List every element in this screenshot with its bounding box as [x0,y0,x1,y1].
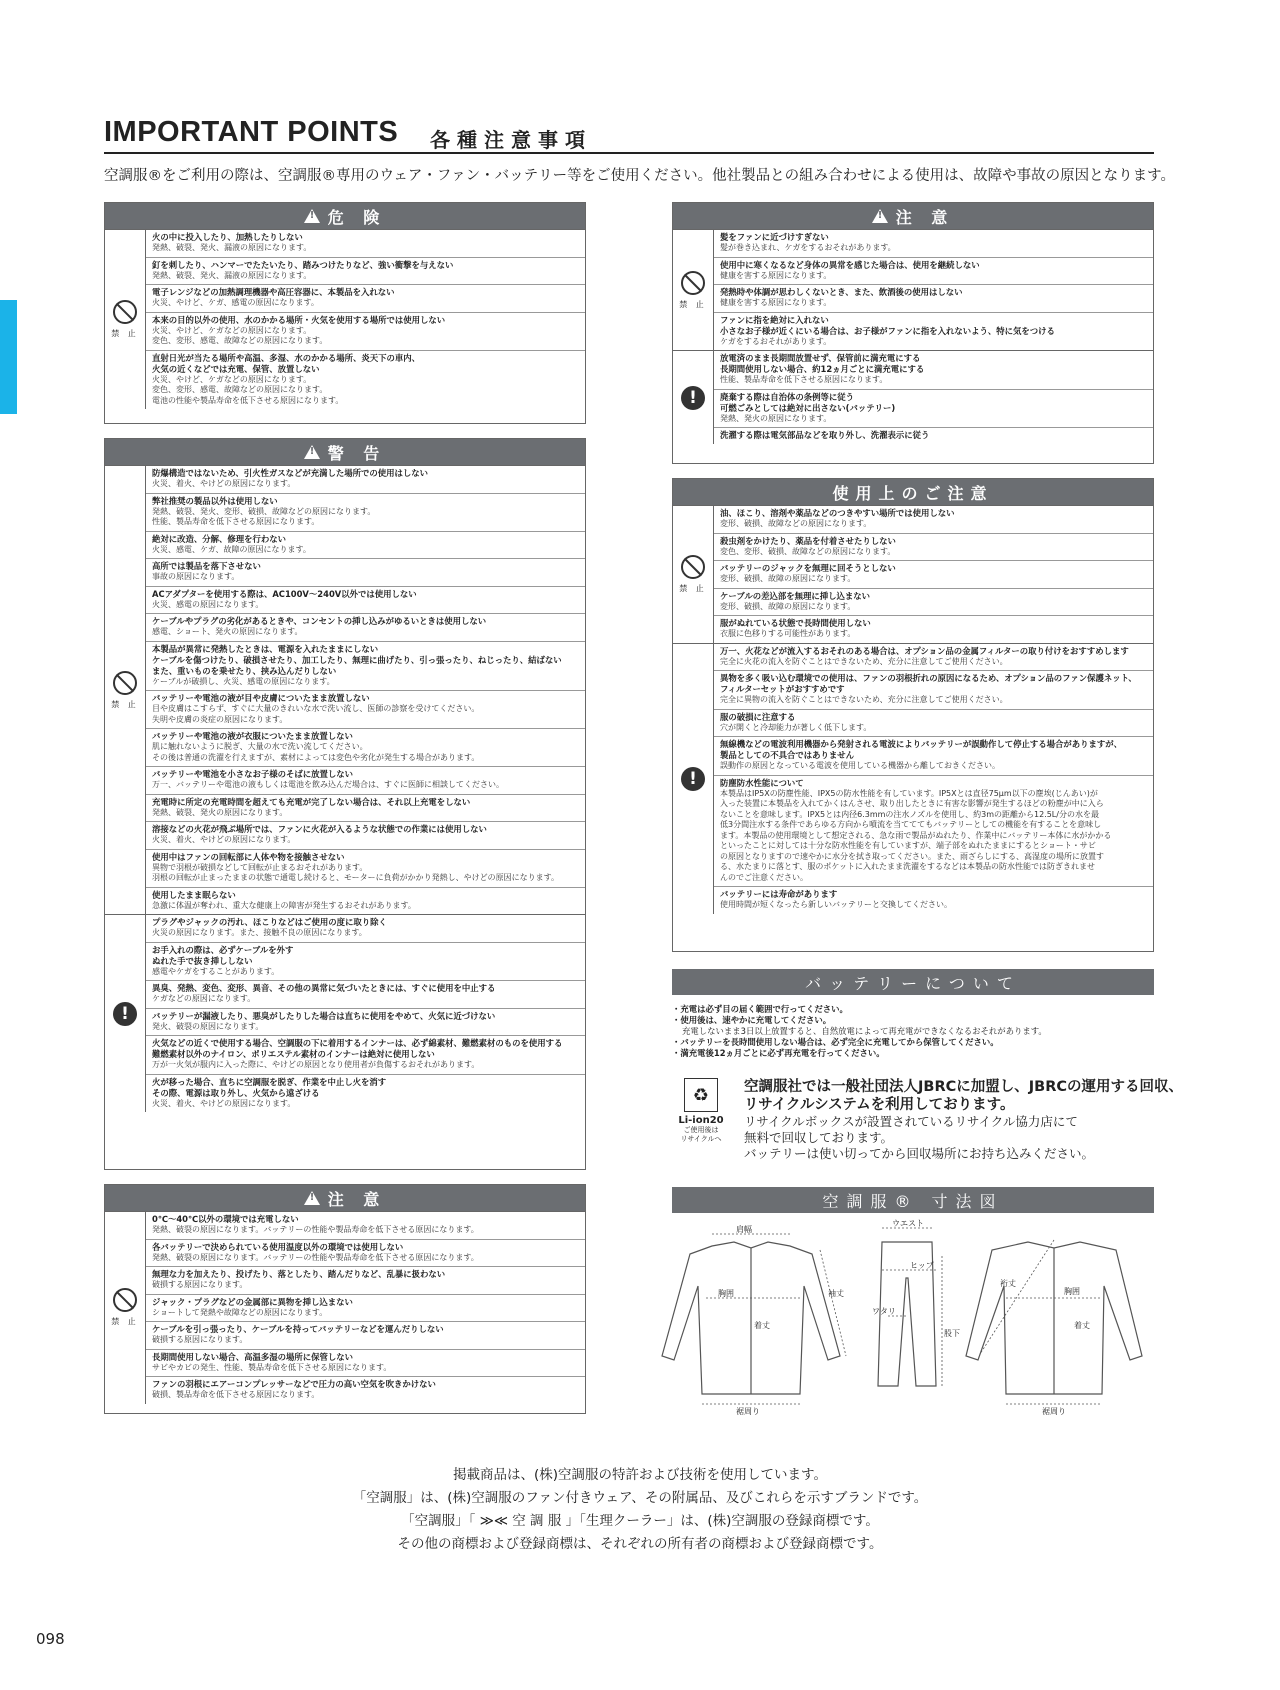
list-item [146,1239,585,1267]
item-title: 小さなお子様が近くにいる場合は、お子様がファンに指を入れないよう、特に気をつける [720,325,1055,336]
battery-notes [672,1004,1047,1059]
box-header [105,1185,585,1211]
list-item [146,821,585,849]
list-item [714,312,1153,351]
item-title: 難燃素材以外のナイロン、ポリエステル素材のインナーは絶対に使用しない [152,1049,435,1059]
item-desc: 変形、破損、故障などの原因になります。 [720,519,872,528]
item-title: バッテリーや電池を小さなお子様のそばに放置しない [152,769,353,779]
warning-triangle-icon [872,209,888,223]
list-item [714,389,1153,428]
label-length: 着丈 [754,1321,770,1330]
group-icon-cell [105,915,146,1112]
item-desc: 火災、やけど、ケガ、感電の原因になります。 [152,298,319,307]
item-desc: 低3分間注水する条件であらゆる方向から噴流を当てててもバッテリーとしての機能を有することを意味し [720,820,1102,829]
label-length2: 着丈 [1074,1321,1090,1330]
list-item [714,588,1153,616]
item-desc: 破損、製品寿命を低下させる原因になります。 [152,1390,320,1399]
item-title: 防塵防水性能について [720,777,804,788]
item-desc: 万が一火気が服内に入った際に、やけどの原因となり使用者が負傷するおそれがあります。 [152,1060,480,1069]
group-items [146,466,585,914]
box-header [105,203,585,229]
item-title: ケーブルを引っ張ったり、ケーブルを持ってバッテリーなどを運んだりしない [152,1324,444,1334]
item-desc: 変色、変形、破損、故障などの原因になります。 [720,546,896,556]
item-title: 油、ほこり、溶剤や薬品などのつきやすい場所では使用しない [720,508,955,518]
page-number: 098 [36,1630,65,1648]
box-title: 使用上のご注意 [832,483,994,503]
item-desc: 変形、破損、故障の原因になります。 [720,574,856,583]
battery-line: ・充電は必ず目の届く範囲で行ってください。 [672,1004,848,1014]
list-item [714,560,1153,588]
item-desc: る、水たまりに落とす、服のポケットに入れたまま洗濯をするなどは本製品の防水性能では防ぎきれませ [720,862,1095,871]
item-desc: 失明や皮膚の炎症の原因になります。 [152,714,288,724]
list-item [146,728,585,766]
box-title: 注 意 [895,207,955,227]
item-title: バッテリーのジャックを無理に回そうとしない [720,563,896,573]
box-title: 警 告 [327,443,387,463]
group-icon-cell [105,1212,146,1404]
label-chest: 胸囲 [718,1289,734,1298]
item-desc: といったことに対しては十分な防水性能を有していますが、端子部をぬれたままにするとショート・サビ [720,841,1096,850]
item-title: また、重いものを乗せたり、挟み込んだりしない [152,665,337,676]
item-title: 0℃～40℃以外の環境では充電しない [152,1214,299,1224]
recycle-sub2: リサイクルへ [680,1135,722,1143]
item-desc: 発熱、破裂の原因になります。バッテリーの性能や製品寿命を低下させる原因になります。 [152,1252,479,1262]
item-title: バッテリーには寿命があります [720,889,838,899]
title-en: IMPORTANT POINTS [104,116,399,148]
item-desc: ないことを意味します。IPX5とは内径6.3mmの注水ノズルを使用し、約3mの距離から12.5L/分の水を最 [720,809,1099,819]
item-desc: ショートして発熱や故障などの原因になります。 [152,1307,328,1317]
item-title: 服の破損に注意する [720,711,796,722]
item-desc: 事故の原因になります。 [152,572,240,581]
item-desc: 完全に異物の流入を防ぐことはできないため、充分に注意してご使用ください。 [720,695,1008,704]
item-desc: 破損する原因になります。 [152,1335,248,1344]
list-item [146,613,585,641]
item-desc: 万一、バッテリーや電池の液もしくは電池を飲み込んだ場合は、すぐに医師に相談してください。 [152,780,504,789]
box-title: 危 険 [327,207,387,227]
item-desc: 変色、変形、感電、故障などの原因になります。 [152,336,328,345]
item-group [673,350,1153,444]
prohibit-label: 禁 止 [111,1317,139,1327]
item-desc: 火災の原因になります。また、接触不良の原因になります。 [152,928,367,937]
item-desc: 性能、製品寿命を低下させる原因になります。 [720,375,888,384]
item-title: 充電時に所定の充電時間を超えても充電が完了しない場合は、それ以上充電をしない [152,796,471,807]
item-desc: 発熱、破裂、発火、変形、破損、故障などの原因になります。 [152,506,376,516]
item-title: ケーブルの差込部を無理に挿し込まない [720,590,870,601]
box-title: 注 意 [327,1189,387,1209]
label-inseam: 股下 [944,1329,960,1338]
list-item [146,230,585,257]
item-desc: 完全に火花の流入を防ぐことはできないため、充分に注意してご使用ください。 [720,656,1008,666]
recycle-title: 空調服社では一般社団法人JBRCに加盟し、JBRCの運用する回収、 リサイクルシステムを利用しております。 [744,1079,1184,1113]
item-title: バッテリーが漏液したり、悪臭がしたりした場合は直ちに使用をやめて、火気に近づけない [152,1010,496,1021]
size-diagram [650,1206,1154,1416]
group-icon-cell [105,466,146,914]
item-desc: の原因となりますので速やかに水分を拭き取ってください。また、雨ざらしにする、高湿度の場所に放置す [720,851,1104,861]
item-title: 使用中はファンの回転部に人体や物を接触させない [152,851,345,862]
warning-triangle-icon [304,1191,320,1205]
item-desc: 発熱、発火の原因になります。 [720,413,832,423]
usage-box [672,478,1154,952]
prohibit-label: 禁 止 [679,299,707,309]
prohibit-icon [113,1288,137,1312]
item-desc: 変色、変形、感電、故障などの原因になります。 [152,385,328,394]
group-icon-cell [673,506,714,643]
list-item [146,531,585,559]
item-title: バッテリーや電池の液が目や皮膚についたまま放置しない [152,693,370,703]
item-title: 可燃ごみとしては絶対に出さない(バッテリー) [720,402,896,413]
list-item [714,644,1153,671]
list-item [146,284,585,312]
item-group [105,465,585,914]
list-item [146,641,585,691]
group-items [146,1212,585,1404]
caution-left-box [104,1184,586,1414]
item-title: ケーブルを傷つけたり、破損させたり、加工したり、無理に曲げたり、引っ張ったり、ねじったり、結ばない [152,654,562,665]
group-items [714,230,1153,350]
item-desc: 目や皮膚はこすらず、すぐに大量のきれいな水で洗い流し、医師の診察を受けてください。 [152,704,480,713]
list-item [146,690,585,728]
list-item [146,766,585,794]
item-title: 発熱時や体調が思わしくないとき、また、飲酒後の使用はしない [720,287,963,297]
item-desc: 火災、感電の原因になります。 [152,599,264,609]
item-desc: 使用時間が短くなったら新しいバッテリーと交換してください。 [720,900,952,909]
recycle-desc: リサイクルボックスが設置されているリサイクル協力店にて 無料で回収しております。 バッテリーは使い切ってから回収場所にお持ち込みください。 [744,1114,1095,1161]
item-desc: ケガをするおそれがあります。 [720,336,832,346]
item-title: 放電済のまま長期間放置せず、保管前に満充電にする [720,353,921,363]
list-item [714,886,1153,914]
label-hem2: 裾周り [1042,1407,1066,1416]
item-desc: 髪が巻き込まれ、ケガをするおそれがあります。 [720,243,896,252]
item-desc: 電池の性能や製品寿命を低下させる原因になります。 [152,395,344,405]
label-thigh: ワタリ [872,1307,896,1316]
battery-line: ・使用後は、速やかに充電してください。 [672,1015,832,1025]
list-item [714,615,1153,643]
item-title: 火気の近くなどでは充電、保管、放置しない [152,363,320,374]
item-title: 殺虫剤をかけたり、薬品を付着させたりしない [720,535,896,546]
item-title: 異臭、発熱、変色、変形、異音、その他の異常に気づいたときには、すぐに使用を中止する [152,983,496,993]
item-title: 直射日光が当たる場所や高温、多湿、水のかかる場所、炎天下の車内、 [152,352,420,363]
item-title: 製品としての不具合ではありません [720,750,854,760]
item-desc: 羽根の回転が止まったままの状態で通電し続けると、モーターに負荷がかかり発熱し、やけどの原因になります。 [152,873,560,882]
list-item [146,1074,585,1113]
list-item [146,942,585,981]
item-title: その際、電源は取り外し、火気から遠ざける [152,1087,320,1098]
item-title: フィルターセットがおすすめです [720,684,845,694]
item-desc: 火災、着火、やけどの原因になります。 [152,1098,296,1108]
item-title: 本製品が異常に発熱したときは、電源を入れたままにしない [152,643,379,654]
battery-header: バッテリーについて [672,969,1154,995]
list-item [146,980,585,1008]
list-item [146,586,585,614]
list-item [146,1008,585,1036]
list-item [146,849,585,887]
recycle-label: Li-ion20 [678,1115,724,1126]
item-desc: 健康を害する原因になります。 [720,270,832,280]
item-title: 使用したまま眠らない [152,889,236,900]
item-desc: んのでご注意ください。 [720,872,808,882]
item-title: お手入れの際は、必ずケーブルを外す [152,944,294,955]
prohibit-icon [681,555,705,579]
list-item [146,1035,585,1074]
list-item [714,351,1153,389]
group-items [146,230,585,409]
prohibit-label: 禁 止 [679,583,707,593]
item-title: 電子レンジなどの加熱調理機器や高圧容器に、本製品を入れない [152,287,395,297]
item-desc: その後は普通の洗濯を行えますが、素材によっては変色や劣化が発生する場合があります。 [152,752,480,762]
exclamation-icon: ! [113,1002,137,1026]
item-title: 無理な力を加えたり、投げたり、落としたり、踏んだりなど、乱暴に扱わない [152,1269,446,1279]
group-icon-cell [673,230,714,350]
list-item [714,775,1153,887]
exclamation-icon: ! [681,386,705,410]
list-item [714,709,1153,737]
list-item [714,533,1153,561]
item-title: ジャック・プラグなどの金属部に異物を挿し込まない [152,1296,353,1307]
item-title: ファンの羽根にエアーコンプレッサーなどで圧力の高い空気を吹きかけない [152,1379,436,1389]
group-icon-cell [673,644,714,914]
list-item [714,670,1153,709]
battery-line: ・バッテリーを長時間使用しない場合は、必ず完全に充電してから保管してください。 [672,1037,999,1047]
size-header: 空調服® 寸法図 [672,1187,1154,1213]
side-tab [0,300,17,414]
item-desc: 異物で羽根が破損などして回転が止まるおそれがあります。 [152,862,368,872]
list-item [714,506,1153,533]
list-item [714,257,1153,285]
item-desc: 発熱、破裂、発火、漏液の原因になります。 [152,243,312,252]
list-item [146,1321,585,1349]
item-title: バッテリーや電池の液が衣服についたまま放置しない [152,731,353,741]
item-desc: 性能、製品寿命を低下させる原因になります。 [152,517,320,526]
list-item [146,350,585,410]
item-desc: 火災、着火、やけどの原因になります。 [152,479,296,488]
list-item [146,558,585,586]
label-hip: ヒップ [910,1261,934,1270]
list-item [146,466,585,493]
list-item [146,1294,585,1322]
list-item [146,493,585,531]
item-desc: ケーブルが破損し、火災、感電の原因になります。 [152,676,335,686]
label-waist: ウエスト [892,1219,924,1228]
item-title: ぬれた手で抜き挿ししない [152,955,253,966]
item-desc: 本製品はIP5Xの防塵性能、IPX5の防水性能を有しています。IP5Xとは直径75μm以下の塵埃(じんあい)が [720,788,1098,798]
item-title: 長期間使用しない場合、高温多湿の場所に保管しない [152,1351,353,1362]
item-title: 火が移った場合、直ちに空調服を脱ぎ、作業を中止し火を消す [152,1076,387,1087]
item-title: ケーブルやプラグの劣化があるときや、コンセントの挿し込みがゆるいときは使用しない [152,616,487,626]
warning-box [104,438,586,1170]
item-desc: 肌に触れないように脱ぎ、大量の水で洗い流してください。 [152,742,368,751]
box-header [673,203,1153,229]
warning-triangle-icon [304,445,320,459]
item-title: 長期間使用しない場合、約12ヵ月ごとに満充電にする [720,364,925,374]
recycle-sub1: ご使用後は [683,1126,719,1134]
group-items [714,644,1153,914]
item-desc: 感電やケガをすることがあります。 [152,966,280,976]
group-items [714,506,1153,643]
item-title: 服がぬれている状態で長時間使用しない [720,618,871,628]
list-item [146,312,585,350]
recycle-icon: ♻ [684,1078,718,1112]
item-title: 高所では製品を落下させない [152,561,261,571]
prohibit-label: 禁 止 [111,699,139,709]
list-item [714,284,1153,312]
item-title: 防爆構造ではないため、引火性ガスなどが充満した場所での使用はしない [152,468,429,478]
item-title: 洗濯する際は電気部品などを取り外し、洗濯表示に従う [720,430,930,440]
caution-right-box [672,202,1154,464]
group-icon-cell [105,230,146,409]
item-group [105,229,585,409]
danger-box [104,202,586,424]
label-sleeve: 袖丈 [828,1289,844,1298]
item-title: 絶対に改造、分解、修理を行わない [152,533,286,544]
item-group [105,1211,585,1404]
item-desc: 火災、感電、ケガ、故障の原因になります。 [152,544,311,554]
item-desc: 急激に体温が奪われ、重大な健康上の障害が発生するおそれがあります。 [152,900,416,910]
item-desc: 感電、ショート、発火の原因になります。 [152,627,303,636]
recycle-mark [672,1078,730,1148]
item-title: 火気などの近くで使用する場合、空調服の下に着用するインナーは、必ず綿素材、難燃素材のものを使用する [152,1038,563,1048]
item-desc: ます。本製品の使用環境として想定される、急な雨で製品がぬれたり、作業中にバッテリー本体に水がかかる [720,830,1112,840]
intro-text: 空調服®をご利用の際は、空調服®専用のウェア・ファン・バッテリー等をご使用ください。他社製品との組み合わせによる使用は、故障や事故の原因となります。 [104,168,1175,184]
item-title: 各バッテリーで決められている使用温度以外の環境では使用しない [152,1241,404,1252]
item-desc: 衣服に色移りする可能性があります。 [720,629,856,638]
warning-triangle-icon [304,209,320,223]
item-title: 異物を多く吸い込む環境での使用は、ファンの羽根折れの原因になるため、オプション品のファン保護ネット、 [720,673,1137,683]
item-title: 本来の目的以外の使用、水のかかる場所・火気を使用する場所では使用しない [152,314,446,325]
label-yuki: 裄丈 [1000,1279,1016,1288]
group-icon-cell [673,351,714,444]
item-desc: 入った装置に本製品を入れてかくはんさせ、取り出したときに有害な影響が発生するほどの粉塵が中に入ら [720,799,1104,808]
prohibit-icon [681,271,705,295]
item-desc: 健康を害する原因になります。 [720,298,832,307]
item-desc: サビやカビの発生、性能、製品寿命を低下させる原因になります。 [152,1362,392,1372]
list-item [146,887,585,915]
item-title: 火の中に投入したり、加熱したりしない [152,232,303,242]
prohibit-label: 禁 止 [111,329,139,338]
label-hem: 裾周り [736,1407,760,1416]
group-items [714,351,1153,444]
list-item [714,736,1153,775]
exclamation-icon: ! [681,767,705,791]
list-item [714,427,1153,444]
item-desc: 誤動作の原因となっている電波を使用している機器から離しておきください。 [720,761,1000,770]
box-header [105,439,585,465]
battery-line: 充電しないまま3日以上放置すると、自然放電によって再充電ができなくなるおそれがあります。 [682,1026,1047,1036]
list-item [146,915,585,942]
footer-notes: 掲載商品は、(株)空調服の特許および技術を使用しています。 「空調服」は、(株)空調服のファン付きウェア、その附属品、及びこれらを示すブランドです。 「空調服」「 ≫≪ 空 調 服 」「生理クーラー」は、(株)空調服の登録商標です。 その他の商標および登録商標は、それぞれの所有者の商標および登録商標です。 [352,1467,928,1552]
item-desc: 発火、破裂の原因になります。 [152,1021,264,1031]
item-title: 溶接などの火花が飛ぶ場所では、ファンに火花が入るような状態での作業には使用しない [152,824,487,834]
item-title: 弊社推奨の製品以外は使用しない [152,495,278,506]
item-desc: 変形、破損、故障の原因になります。 [720,601,856,611]
item-desc: 火災、着火、やけどの原因になります。 [152,835,296,844]
item-desc: 発熱、破裂、発火、漏液の原因になります。 [152,270,312,280]
item-desc: 発熱、破裂、発火の原因になります。 [152,807,288,817]
prohibit-icon [113,300,137,324]
title-jp: 各種注意事項 [430,128,592,152]
list-item [146,257,585,285]
item-title: 使用中に寒くなるなど身体の異常を感じた場合は、使用を継続しない [720,259,980,270]
battery-line: ・満充電後12ヵ月ごとに必ず再充電を行ってください。 [672,1048,885,1058]
item-group [105,914,585,1112]
item-group [673,643,1153,914]
box-header [673,479,1153,505]
group-items [146,915,585,1112]
item-title: プラグやジャックの汚れ、ほこりなどはご使用の度に取り除く [152,917,387,927]
item-group [673,229,1153,350]
item-title: ファンに指を絶対に入れない [720,314,829,325]
list-item [146,794,585,822]
list-item [146,1212,585,1239]
item-desc: 発熱、破裂の原因になります。バッテリーの性能や製品寿命を低下させる原因になります。 [152,1225,479,1234]
list-item [146,1349,585,1377]
item-title: 釘を刺したり、ハンマーでたたいたり、踏みつけたりなど、強い衝撃を与えない [152,259,454,270]
page-header [104,114,1154,154]
item-desc: ケガなどの原因になります。 [152,994,256,1003]
list-item [146,1376,585,1404]
item-title: 無線機などの電波利用機器から発射される電波によりバッテリーが誤動作して停止する場合がありますが、 [720,739,1122,749]
item-desc: 火災、やけど、ケガなどの原因になります。 [152,325,312,335]
list-item [714,230,1153,257]
label-chest2: 胸囲 [1064,1287,1080,1296]
item-title: 廃棄する際は自治体の条例等に従う [720,391,854,402]
item-desc: 穴が開くと冷却能力が著しく低下します。 [720,722,872,732]
item-title: 万一、火花などが流入するおそれのある場合は、オプション品の金属フィルターの取り付けをおすすめします [720,645,1129,656]
prohibit-icon [113,671,137,695]
item-group [673,505,1153,643]
item-title: 髪をファンに近づけすぎない [720,232,829,242]
list-item [146,1266,585,1294]
item-desc: 破損する原因になります。 [152,1280,248,1289]
item-desc: 火災、やけど、ケガなどの原因になります。 [152,374,312,384]
item-title: ACアダプターを使用する際は、AC100V～240V以外では使用しない [152,588,417,599]
label-shoulder: 肩幅 [736,1225,752,1234]
